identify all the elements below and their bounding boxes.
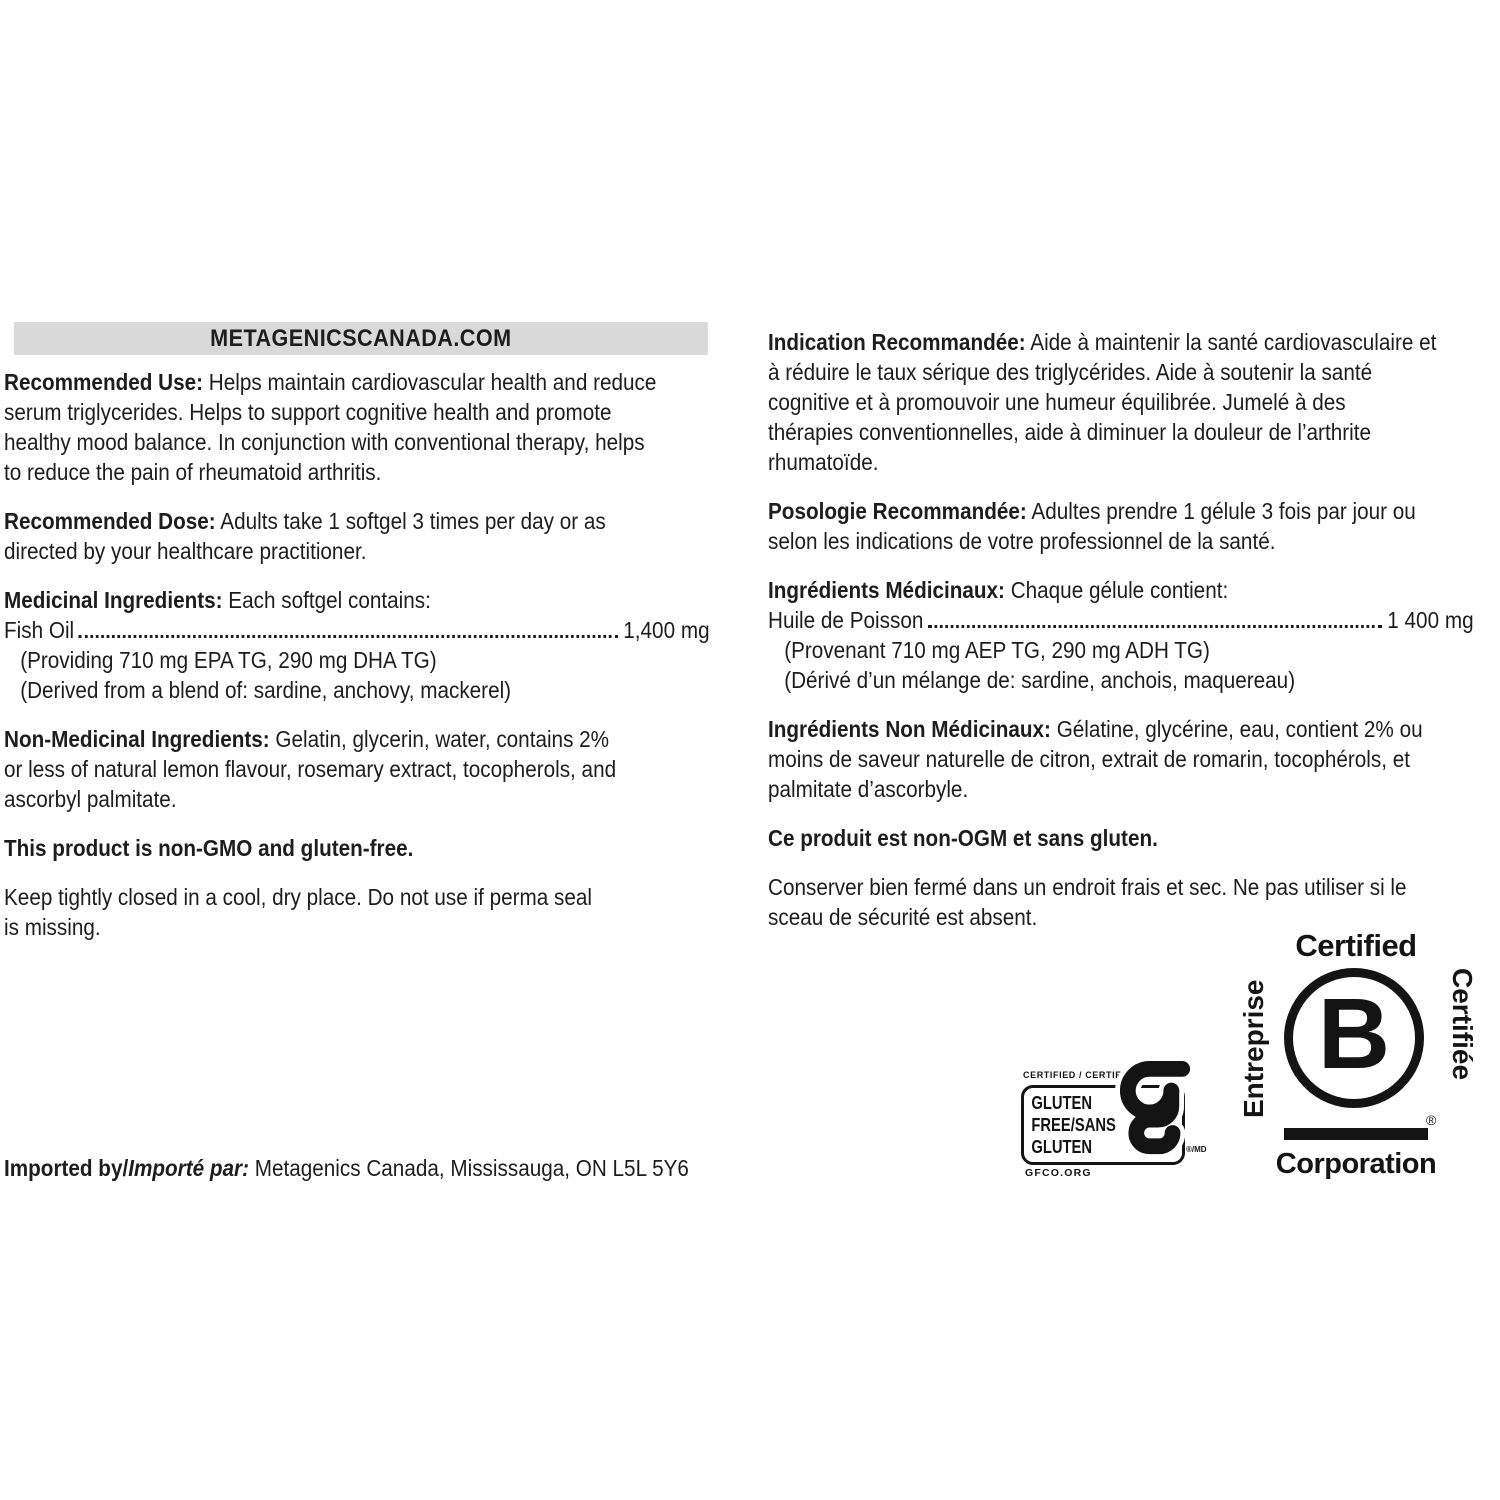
indication-line-2: à réduire le taux sérique des triglycérides. Aide à soutenir la santé [768,359,1373,385]
huile-de-poisson-row [768,605,1474,635]
storage-line-1: Keep tightly closed in a cool, dry place. Do not use if perma seal [4,884,592,910]
ingredient-amount-fr: 1 400 mg [1387,607,1474,633]
providing-line: (Providing 710 mg EPA TG, 290 mg DHA TG) [20,647,437,673]
english-column [4,322,710,1202]
bcorp-entreprise-vertical-text: Entreprise [1238,979,1269,1118]
recommended-dose-paragraph [4,506,710,566]
ingredients-medicinaux-intro: Chaque gélule contient: [1010,577,1229,603]
recommended-dose-line-1: Adults take 1 softgel 3 times per day or as [220,508,606,534]
ingredient-name: Fish Oil [4,617,75,643]
non-medicinal-ingredients-paragraph [4,724,710,814]
indication-line-1: Aide à maintenir la santé cardiovasculaire et [1030,329,1437,355]
posologie-label: Posologie Recommandée: [768,498,1027,524]
recommended-dose-line-2: directed by your healthcare practitioner. [4,538,367,564]
ingredient-name-fr: Huile de Poisson [768,607,924,633]
recommended-use-paragraph [4,367,710,487]
bcorp-registered-mark: ® [1426,1112,1437,1128]
gfco-gluten-line-3: GLUTEN [1031,1137,1093,1157]
provenant-line: (Provenant 710 mg AEP TG, 290 mg ADH TG) [784,637,1210,663]
ingredient-amount: 1,400 mg [623,617,710,643]
importer-address: Metagenics Canada, Mississauga, ON L5L 5Y6 [248,1155,689,1181]
recommended-use-line-2: serum triglycerides. Helps to support cognitive health and promote [4,399,612,425]
non-medicinaux-line-3: palmitate d’ascorbyle. [768,776,969,802]
gfco-gluten-line-1: GLUTEN [1031,1093,1093,1113]
indication-label: Indication Recommandée: [768,329,1026,355]
non-ogm-claim: Ce produit est non-OGM et sans gluten. [768,825,1158,851]
imported-by-french: Importé par: [128,1155,249,1181]
bcorp-certified-text: Certified [1295,928,1417,963]
bcorp-underline-bar [1284,1128,1428,1140]
non-medicinaux-line-2: moins de saveur naturelle de citron, extrait de romarin, tocophérols, et [768,746,1411,772]
gfco-g-icon [1113,1058,1191,1162]
gfco-gluten-free-logo [1021,1062,1231,1182]
ingredients-medicinaux-section [768,575,1474,695]
gfco-url-text: GFCO.ORG [1025,1167,1092,1179]
dotted-leader [928,625,1382,628]
storage-fr-line-2: sceau de sécurité est absent. [768,904,1038,930]
medicinal-ingredients-intro: Each softgel contains: [228,587,431,613]
recommended-use-line-4: to reduce the pain of rheumatoid arthritis. [4,459,382,485]
gfco-registered-mark: ®/MD [1186,1145,1207,1154]
recommended-use-label: Recommended Use: [4,369,204,395]
storage-line-2: is missing. [4,914,101,940]
bcorp-b-letter: B [1317,978,1391,1090]
non-medicinal-line-2: or less of natural lemon flavour, rosemary extract, tocopherols, and [4,756,617,782]
website-banner: METAGENICSCANADA.COM [14,322,708,355]
derive-line: (Dérivé d’un mélange de: sardine, anchois, maquereau) [784,667,1296,693]
indication-line-4: thérapies conventionnelles, aide à diminuer la douleur de l’arthrite [768,419,1371,445]
non-medicinaux-label: Ingrédients Non Médicinaux: [768,716,1051,742]
recommended-use-line-1: Helps maintain cardiovascular health and reduce [208,369,657,395]
non-medicinal-line-3: ascorbyl palmitate. [4,786,177,812]
recommended-dose-label: Recommended Dose: [4,508,216,534]
non-gmo-claim: This product is non-GMO and gluten-free. [4,835,414,861]
posologie-line-1: Adultes prendre 1 gélule 3 fois par jour ou [1031,498,1416,524]
french-column [768,327,1474,951]
posologie-paragraph [768,496,1474,556]
non-medicinaux-line-1: Gélatine, glycérine, eau, contient 2% ou [1056,716,1423,742]
non-medicinal-label: Non-Medicinal Ingredients: [4,726,270,752]
fish-oil-row [4,615,710,645]
derived-line: (Derived from a blend of: sardine, anchovy, mackerel) [20,677,512,703]
storage-instructions [4,882,710,942]
gfco-certified-text: CERTIFIED / CERTIFIÉ [1023,1070,1132,1080]
recommended-use-line-3: healthy mood balance. In conjunction with conventional therapy, helps [4,429,645,455]
medicinal-ingredients-section [4,585,710,705]
imported-by-line [4,1153,710,1183]
bcorp-certifiee-vertical-text: Certifiée [1447,968,1478,1081]
non-medicinal-line-1: Gelatin, glycerin, water, contains 2% [275,726,610,752]
bcorp-corporation-text: Corporation [1275,1148,1437,1180]
ingredients-medicinaux-label: Ingrédients Médicinaux: [768,577,1005,603]
posologie-line-2: selon les indications de votre professionnel de la santé. [768,528,1276,554]
medicinal-ingredients-label: Medicinal Ingredients: [4,587,223,613]
storage-instructions-fr [768,872,1474,932]
dotted-leader [79,635,618,638]
gfco-gluten-line-2: FREE/SANS [1031,1115,1116,1135]
indication-line-5: rhumatoïde. [768,449,879,475]
indication-line-3: cognitive et à promouvoir une humeur équilibrée. Jumelé à des [768,389,1346,415]
imported-by-english: Imported by/ [4,1155,129,1181]
ingredients-non-medicinaux-paragraph [768,714,1474,804]
b-corporation-logo [1238,928,1478,1178]
indication-recommandee-paragraph [768,327,1474,477]
bcorp-circle-b-icon [1284,968,1424,1108]
storage-fr-line-1: Conserver bien fermé dans un endroit frais et sec. Ne pas utiliser si le [768,874,1407,900]
